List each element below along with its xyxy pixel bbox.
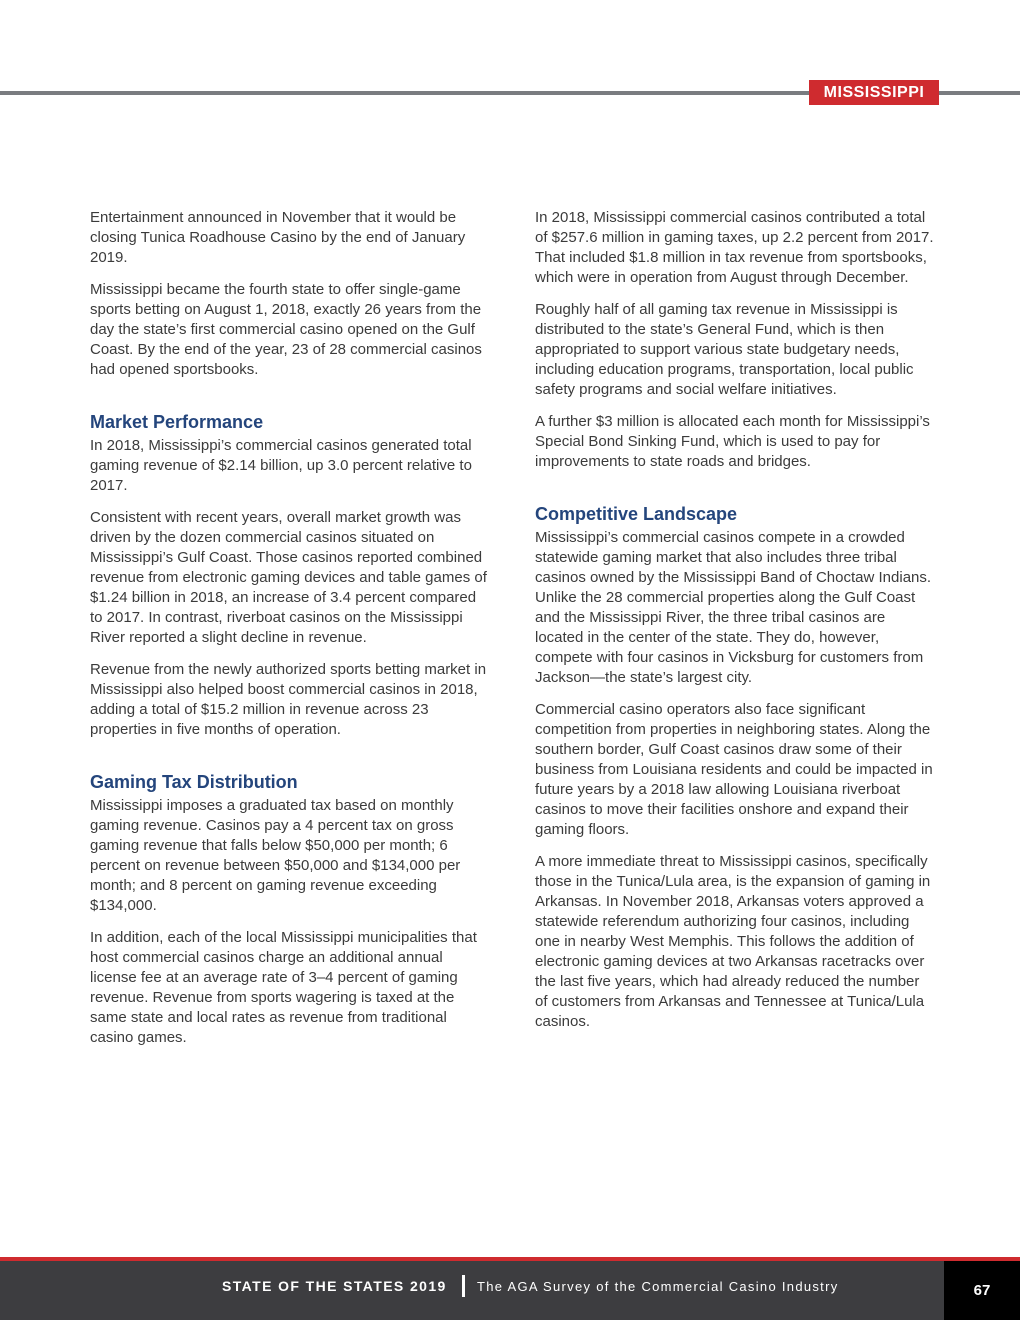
paragraph: Mississippi’s commercial casinos compete in a crowded statewide gaming market that also includes three tribal casinos owned by the Mississippi Band of Choctaw Indians. Unlike the 28 commercial properties along the Gulf Coast and the Mississippi River, the three tribal casinos are located in the center of the state. They do, however, compete with four casinos in Vicksburg for customers from Jackson—the state’s largest city. xyxy=(535,529,932,686)
paragraph: In 2018, Mississippi commercial casinos contributed a total of $257.6 million in gaming taxes, up 2.2 percent from 2017. That included $1.8 million in tax revenue from sportsbooks, which were in operation from August through December. xyxy=(535,209,934,286)
footer-divider xyxy=(462,1275,465,1297)
paragraph: In addition, each of the local Mississippi municipalities that host commercial casinos charge an additional annual license fee at an average rate of 3–4 percent of gaming revenue. Revenue from sports wagering is taxed at the same state and local rates as revenue from traditional casino games. xyxy=(90,929,477,1046)
paragraph: Roughly half of all gaming tax revenue in Mississippi is distributed to the state’s General Fund, which is then appropriated to support various state budgetary needs, including education programs, transportation, local public safety programs and social welfare initiatives. xyxy=(535,301,914,398)
footer-report-title: STATE OF THE STATES 2019 xyxy=(222,1278,447,1294)
paragraph: Commercial casino operators also face significant competition from properties in neighboring states. Along the southern border, Gulf Coast casinos draw some of their business from Louisiana residents and could be impacted in future years by a 2018 law allowing Louisiana riverboat casinos to move their facilities onshore and expand their gaming floors. xyxy=(535,701,933,838)
paragraph: Entertainment announced in November that it would be closing Tunica Roadhouse Casino by the end of January 2019. xyxy=(90,209,466,266)
section-heading-gaming-tax-distribution: Gaming Tax Distribution xyxy=(90,772,298,792)
paragraph: Mississippi imposes a graduated tax based on monthly gaming revenue. Casinos pay a 4 percent tax on gross gaming revenue that falls below $50,000 per month; 6 percent on revenue between $50,000 and $134,000 per month; and 8 percent on gaming revenue exceeding $134,000. xyxy=(90,797,461,914)
paragraph: A further $3 million is allocated each month for Mississippi’s Special Bond Sinking Fund, which is used to pay for improvements to state roads and bridges. xyxy=(535,413,930,470)
paragraph: A more immediate threat to Mississippi casinos, specifically those in the Tunica/Lula area, is the expansion of gaming in Arkansas. In November 2018, Arkansas voters approved a statewide referendum authorizing four casinos, including one in nearby West Memphis. This follows the addition of electronic gaming devices at two Arkansas racetracks over the last five years, which had already reduced the number of customers from Arkansas and Tennessee at Tunica/Lula casinos. xyxy=(535,853,931,1030)
state-label-badge: MISSISSIPPI xyxy=(809,80,939,105)
paragraph: Consistent with recent years, overall market growth was driven by the dozen commercial casinos situated on Mississippi’s Gulf Coast. Those casinos reported combined revenue from electronic gaming devices and table games of $1.24 billion in 2018, an increase of 3.4 percent compared to 2017. In contrast, riverboat casinos on the Mississippi River reported a slight decline in revenue. xyxy=(90,509,487,646)
page-number: 67 xyxy=(944,1261,1020,1320)
right-column xyxy=(535,208,935,1044)
paragraph: Mississippi became the fourth state to offer single-game sports betting on August 1, 2018, exactly 26 years from the day the state’s first commercial casino opened on the Gulf Coast. By the end of the year, 23 of 28 commercial casinos had opened sportsbooks. xyxy=(90,281,482,378)
paragraph: Revenue from the newly authorized sports betting market in Mississippi also helped boost commercial casinos in 2018, adding a total of $15.2 million in revenue across 23 properties in five months of operation. xyxy=(90,661,487,738)
section-heading-market-performance: Market Performance xyxy=(90,412,264,432)
left-column xyxy=(90,208,490,1060)
section-heading-competitive-landscape: Competitive Landscape xyxy=(535,504,738,524)
paragraph: In 2018, Mississippi’s commercial casinos generated total gaming revenue of $2.14 billion, up 3.0 percent relative to 2017. xyxy=(90,437,472,494)
footer-report-subtitle: The AGA Survey of the Commercial Casino Industry xyxy=(477,1279,839,1294)
